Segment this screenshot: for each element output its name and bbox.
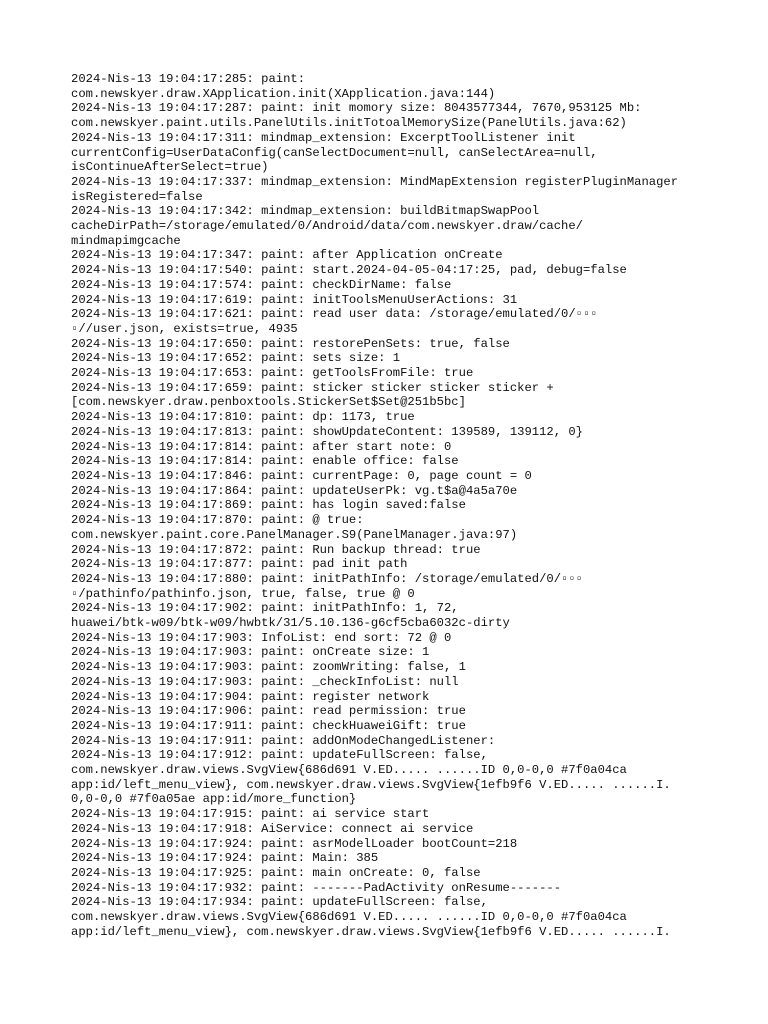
log-line: 2024-Nis-13 19:04:17:287: paint: init momory size: 8043577344, 7670,953125 Mb:	[71, 101, 642, 116]
log-line: 2024-Nis-13 19:04:17:347: paint: after Application onCreate	[71, 248, 503, 263]
log-line: com.newskyer.draw.views.SvgView{686d691 V.ED..... ......ID 0,0-0,0 #7f0a04ca	[71, 910, 627, 925]
log-line: isRegistered=false	[71, 189, 203, 204]
log-line: isContinueAfterSelect=true)	[71, 160, 269, 175]
log-line: [com.newskyer.draw.penboxtools.StickerSet$Set@251b5bc]	[71, 395, 466, 410]
log-line: 2024-Nis-13 19:04:17:902: paint: initPathInfo: 1, 72,	[71, 601, 459, 616]
log-line: 2024-Nis-13 19:04:17:342: mindmap_extension: buildBitmapSwapPool	[71, 204, 540, 219]
log-line: 2024-Nis-13 19:04:17:903: InfoList: end sort: 72 @ 0	[71, 630, 452, 645]
log-line: 2024-Nis-13 19:04:17:932: paint: -------PadActivity onResume-------	[71, 880, 562, 895]
log-line: mindmapimgcache	[71, 233, 181, 248]
log-line: 2024-Nis-13 19:04:17:911: paint: checkHuaweiGift: true	[71, 718, 466, 733]
log-line: com.newskyer.draw.views.SvgView{686d691 V.ED..... ......ID 0,0-0,0 #7f0a04ca	[71, 763, 627, 778]
log-line: 2024-Nis-13 19:04:17:621: paint: read user data: /storage/emulated/0/▫▫▫	[71, 307, 598, 322]
log-line: com.newskyer.paint.utils.PanelUtils.initTotoalMemorySize(PanelUtils.java:62)	[71, 116, 627, 131]
log-line: 2024-Nis-13 19:04:17:911: paint: addOnModeChangedListener:	[71, 733, 496, 748]
log-line: 0,0-0,0 #7f0a05ae app:id/more_function}	[71, 792, 357, 807]
log-line: 2024-Nis-13 19:04:17:337: mindmap_extension: MindMapExtension registerPluginManager	[71, 174, 679, 189]
log-line: 2024-Nis-13 19:04:17:872: paint: Run backup thread: true	[71, 542, 481, 557]
log-line: 2024-Nis-13 19:04:17:659: paint: sticker sticker sticker sticker +	[71, 380, 554, 395]
log-line: 2024-Nis-13 19:04:17:652: paint: sets size: 1	[71, 351, 401, 366]
log-line: 2024-Nis-13 19:04:17:810: paint: dp: 1173, true	[71, 410, 415, 425]
log-line: 2024-Nis-13 19:04:17:650: paint: restorePenSets: true, false	[71, 336, 510, 351]
log-line: 2024-Nis-13 19:04:17:813: paint: showUpdateContent: 139589, 139112, 0}	[71, 424, 583, 439]
log-line: 2024-Nis-13 19:04:17:311: mindmap_extension: ExcerptToolListener init	[71, 130, 576, 145]
log-line: ▫//user.json, exists=true, 4935	[71, 321, 298, 336]
log-line: 2024-Nis-13 19:04:17:619: paint: initToolsMenuUserActions: 31	[71, 292, 518, 307]
log-document	[71, 72, 711, 939]
log-line: 2024-Nis-13 19:04:17:877: paint: pad init path	[71, 557, 408, 572]
log-line: app:id/left_menu_view}, com.newskyer.draw.views.SvgView{1efb9f6 V.ED..... ......I.	[71, 777, 671, 792]
log-line: com.newskyer.draw.XApplication.init(XApplication.java:144)	[71, 86, 496, 101]
log-line: cacheDirPath=/storage/emulated/0/Android/data/com.newskyer.draw/cache/	[71, 219, 583, 234]
log-line: 2024-Nis-13 19:04:17:814: paint: enable office: false	[71, 454, 459, 469]
log-line: 2024-Nis-13 19:04:17:925: paint: main onCreate: 0, false	[71, 865, 481, 880]
log-line: 2024-Nis-13 19:04:17:285: paint:	[71, 72, 306, 86]
log-line: 2024-Nis-13 19:04:17:653: paint: getToolsFromFile: true	[71, 366, 474, 381]
log-line: 2024-Nis-13 19:04:17:814: paint: after start note: 0	[71, 439, 452, 454]
log-line: 2024-Nis-13 19:04:17:574: paint: checkDirName: false	[71, 277, 452, 292]
log-line: 2024-Nis-13 19:04:17:924: paint: Main: 385	[71, 851, 379, 866]
log-line: 2024-Nis-13 19:04:17:918: AiService: connect ai service	[71, 821, 474, 836]
log-line: huawei/btk-w09/btk-w09/hwbtk/31/5.10.136-g6cf5cba6032c-dirty	[71, 616, 510, 631]
log-line: 2024-Nis-13 19:04:17:540: paint: start.2024-04-05-04:17:25, pad, debug=false	[71, 263, 627, 278]
log-line: 2024-Nis-13 19:04:17:903: paint: onCreate size: 1	[71, 645, 430, 660]
log-line: 2024-Nis-13 19:04:17:924: paint: asrModelLoader bootCount=218	[71, 836, 518, 851]
log-line: 2024-Nis-13 19:04:17:934: paint: updateFullScreen: false,	[71, 895, 488, 910]
log-line: app:id/left_menu_view}, com.newskyer.draw.views.SvgView{1efb9f6 V.ED..... ......I.	[71, 924, 671, 939]
log-line: 2024-Nis-13 19:04:17:915: paint: ai service start	[71, 807, 430, 822]
log-line: 2024-Nis-13 19:04:17:846: paint: currentPage: 0, page count = 0	[71, 468, 532, 483]
log-line: 2024-Nis-13 19:04:17:870: paint: @ true:	[71, 513, 364, 528]
log-line: 2024-Nis-13 19:04:17:903: paint: _checkInfoList: null	[71, 674, 459, 689]
log-line: 2024-Nis-13 19:04:17:906: paint: read permission: true	[71, 704, 466, 719]
log-line: 2024-Nis-13 19:04:17:912: paint: updateFullScreen: false,	[71, 748, 488, 763]
log-line: 2024-Nis-13 19:04:17:903: paint: zoomWriting: false, 1	[71, 660, 466, 675]
log-line: 2024-Nis-13 19:04:17:869: paint: has login saved:false	[71, 498, 466, 513]
log-line: 2024-Nis-13 19:04:17:880: paint: initPathInfo: /storage/emulated/0/▫▫▫	[71, 571, 583, 586]
log-line: com.newskyer.paint.core.PanelManager.S9(PanelManager.java:97)	[71, 527, 518, 542]
log-line: 2024-Nis-13 19:04:17:904: paint: register network	[71, 689, 430, 704]
log-line: currentConfig=UserDataConfig(canSelectDocument=null, canSelectArea=null,	[71, 145, 598, 160]
log-line: ▫/pathinfo/pathinfo.json, true, false, true @ 0	[71, 586, 415, 601]
log-line: 2024-Nis-13 19:04:17:864: paint: updateUserPk: vg.t$a@4a5a70e	[71, 483, 518, 498]
